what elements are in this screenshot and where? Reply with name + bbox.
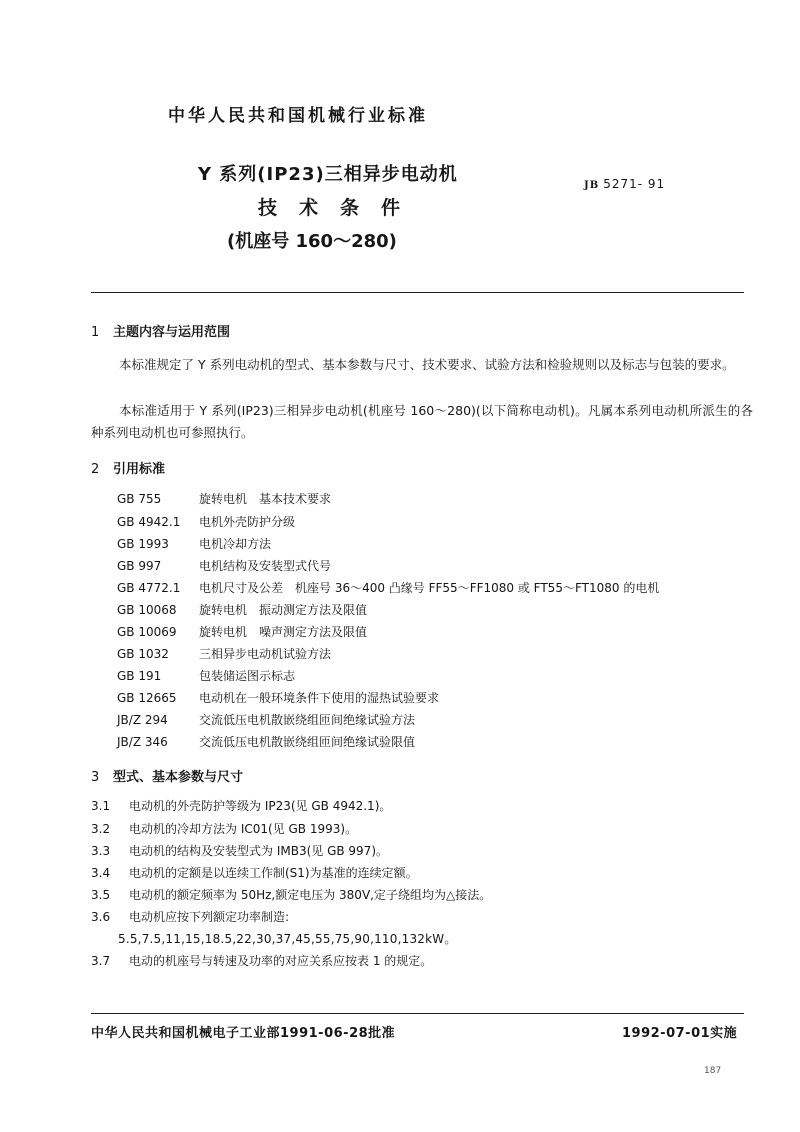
clause-number: 3.2 [91,822,111,836]
page-number: 187 [704,1066,722,1076]
header-divider [91,292,744,293]
document-title-line2: 技术条件 [258,197,423,219]
section-3-heading [91,766,243,785]
reference-item [117,535,271,552]
section-1-paragraph-1: 本标准规定了 Y 系列电动机的型式、基本参数与尺寸、技术要求、试验方法和检验规则以及标志与包装的要求。 [119,357,735,372]
clause-text: 电动的机座号与转速及功率的对应关系应按表 1 的规定。 [129,954,433,968]
reference-title: 电机尺寸及公差 机座号 36～400 凸缘号 FF55～FF1080 或 FT55～FT1080 的电机 [199,581,660,595]
clause [91,797,391,814]
clause-number: 3.6 [91,910,111,924]
section-1-title: 主题内容与运用范围 [113,325,231,340]
reference-code: GB 4772.1 [117,581,181,595]
reference-item [117,557,331,574]
reference-item [117,579,659,596]
reference-title: 交流低压电机散嵌绕组匝间绝缘试验限值 [199,735,416,749]
rated-power-list: 5.5,7.5,11,15,18.5,22,30,37,45,55,75,90,110,132kW。 [118,932,457,946]
clause-text: 电动机的冷却方法为 IC01(见 GB 1993)。 [129,822,358,836]
reference-item [117,513,295,530]
section-3-number: 3 [91,770,100,785]
reference-code: GB 10068 [117,603,177,617]
section-2-heading [91,458,165,477]
reference-item [117,667,295,684]
reference-code: JB/Z 346 [117,735,168,749]
clause-number: 3.4 [91,866,111,880]
approval-statement: 中华人民共和国机械电子工业部1991-06-28批准 [91,1026,396,1041]
clause [91,952,432,969]
reference-title: 旋转电机 噪声测定方法及限值 [199,625,368,639]
reference-code: GB 10069 [117,625,177,639]
clause [91,864,418,881]
clause-text: 电动机的额定频率为 50Hz,额定电压为 380V,定子绕组均为△接法。 [129,888,492,902]
footer-divider [91,1013,744,1014]
section-1-number: 1 [91,325,100,340]
reference-code: GB 755 [117,492,162,506]
reference-item [117,689,439,706]
standard-code-number: 5271- 91 [603,177,666,191]
section-2-title: 引用标准 [113,462,166,477]
clause-text: 电动机的结构及安装型式为 IMB3(见 GB 997)。 [129,844,389,858]
reference-item [117,623,367,640]
reference-title: 电动机在一般环境条件下使用的湿热试验要求 [199,691,440,705]
clause [91,908,289,925]
effective-date: 1992-07-01实施 [622,1026,738,1041]
reference-code: GB 12665 [117,691,177,705]
reference-code: GB 997 [117,559,162,573]
document-title-line1: Y 系列(IP23)三相异步电动机 [198,164,458,185]
clause [91,842,388,859]
reference-item [117,490,331,507]
reference-code: GB 191 [117,669,162,683]
document-title-line3: (机座号 160～280) [227,231,397,252]
reference-title: 电机外壳防护分级 [199,515,296,529]
issuing-organization: 中华人民共和国机械行业标准 [168,106,428,126]
reference-code: GB 1993 [117,537,169,551]
clause-number: 3.1 [91,799,111,813]
clause-text: 电动机的定额是以连续工作制(S1)为基准的连续定额。 [129,866,418,880]
reference-item [117,733,415,750]
reference-item [117,601,367,618]
reference-title: 旋转电机 振动测定方法及限值 [199,603,368,617]
reference-code: GB 4942.1 [117,515,181,529]
reference-code: JB/Z 294 [117,713,168,727]
standard-code [584,177,665,191]
reference-title: 交流低压电机散嵌绕组匝间绝缘试验方法 [199,713,416,727]
reference-title: 包装储运图示标志 [199,669,296,683]
clause-number: 3.7 [91,954,111,968]
section-1-heading [91,321,230,340]
reference-title: 电机冷却方法 [199,537,272,551]
standard-code-prefix: JB [584,180,600,191]
clause-number: 3.3 [91,844,111,858]
section-3-title: 型式、基本参数与尺寸 [113,770,244,785]
reference-title: 旋转电机 基本技术要求 [199,492,332,506]
clause [91,886,491,903]
reference-item [117,645,331,662]
section-1-paragraph-2: 本标准适用于 Y 系列(IP23)三相异步电动机(机座号 160～280)(以下简称电动机)。凡属本系列电动机所派生的各种系列电动机也可参照执行。 [91,403,753,440]
section-2-number: 2 [91,462,100,477]
reference-title: 电机结构及安装型式代号 [199,559,332,573]
reference-item [117,711,415,728]
reference-code: GB 1032 [117,647,169,661]
clause-text: 电动机应按下列额定功率制造: [129,910,290,924]
clause-number: 3.5 [91,888,111,902]
clause [91,820,357,837]
reference-title: 三相异步电动机试验方法 [199,647,332,661]
clause-text: 电动机的外壳防护等级为 IP23(见 GB 4942.1)。 [129,799,392,813]
